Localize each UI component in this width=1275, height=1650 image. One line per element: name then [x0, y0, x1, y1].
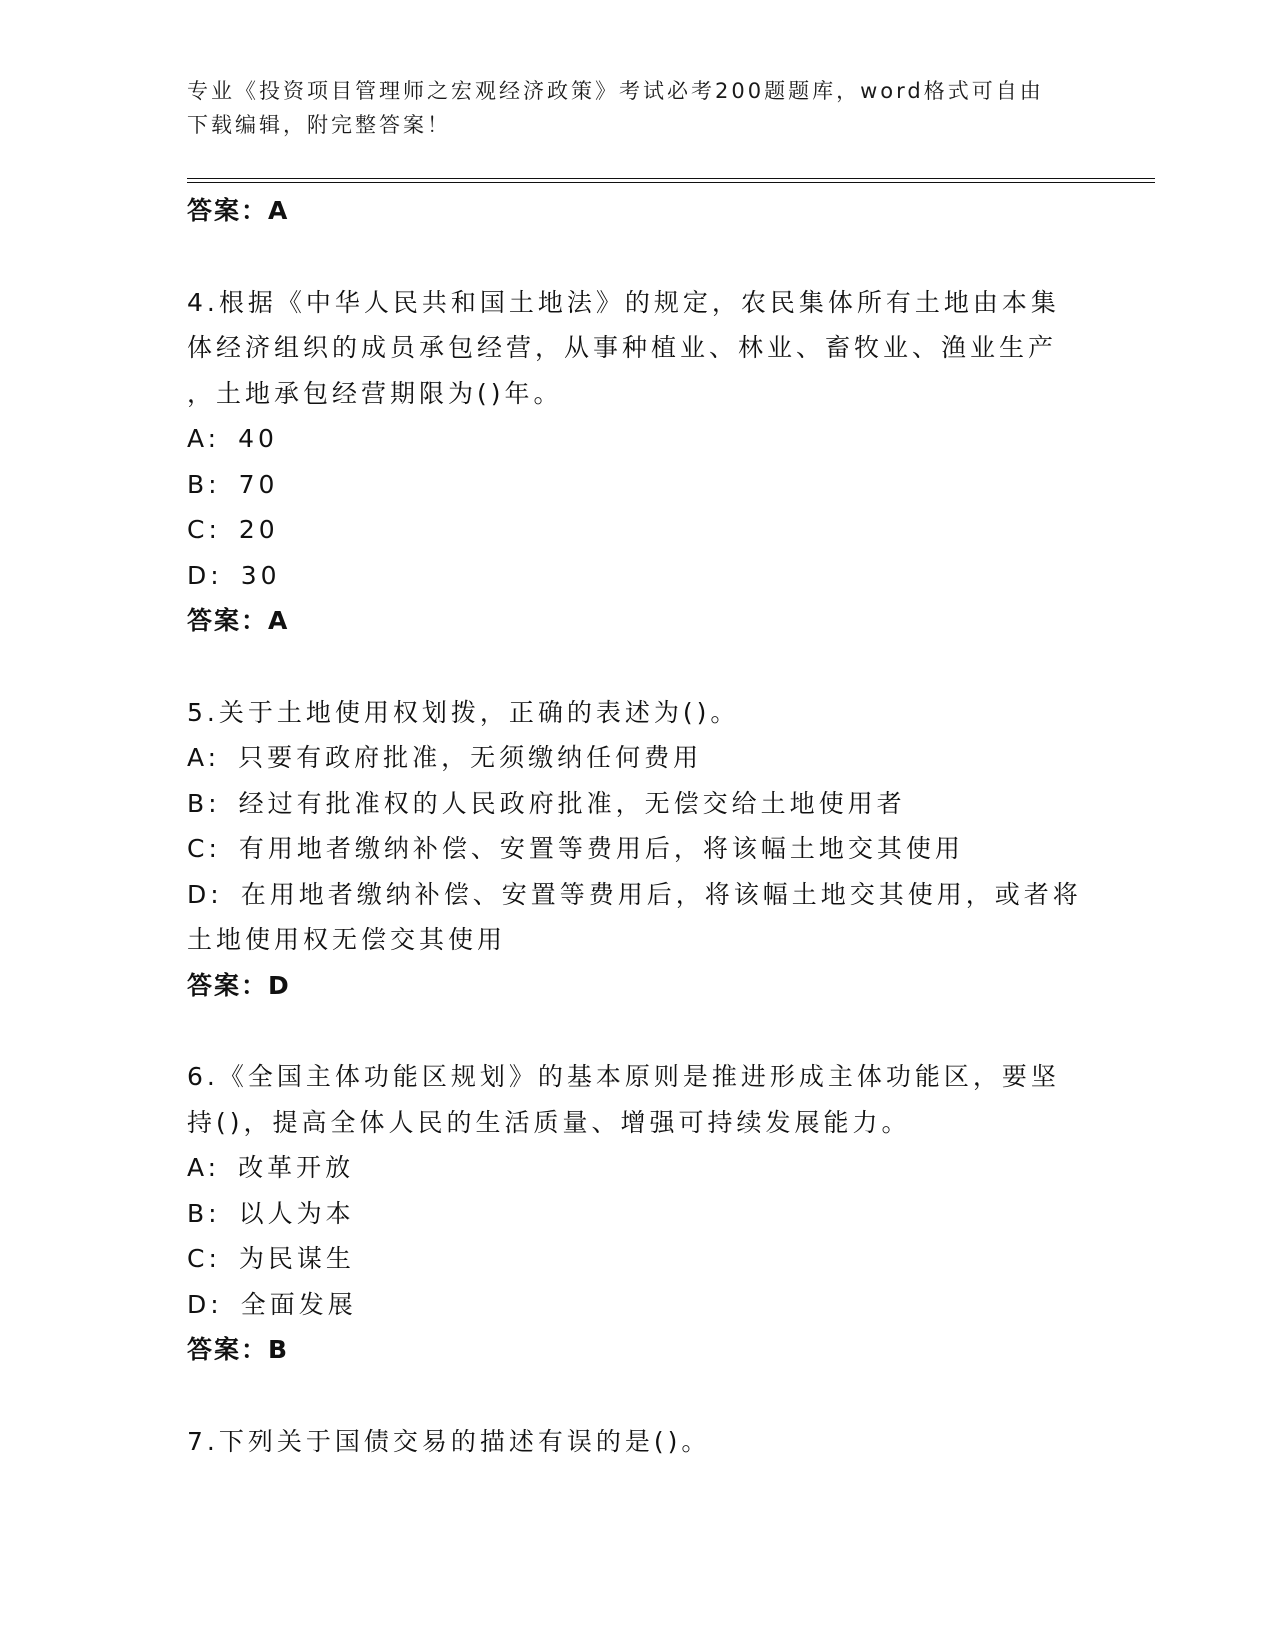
option-d — [187, 872, 1087, 918]
question-stem: 6.《全国主体功能区规划》的基本原则是推进形成主体功能区，要坚 — [187, 1062, 1060, 1091]
question-stem: 7.下列关于国债交易的描述有误的是()。 — [187, 1426, 711, 1456]
option-text: 改革开放 — [238, 1153, 355, 1182]
option-text: 在用地者缴纳补偿、安置等费用后，将该幅土地交其使用，或者将 — [240, 879, 1082, 909]
option-a — [187, 1145, 1087, 1191]
option-label: A: — [187, 1153, 221, 1182]
answer: 答案：B — [187, 1335, 290, 1364]
option-b — [187, 462, 1087, 508]
answer-prev: 答案：A — [187, 196, 290, 225]
option-label: C: — [187, 834, 221, 863]
option-b — [187, 1191, 1087, 1237]
question-7 — [187, 1419, 1087, 1465]
option-label: C: — [187, 515, 221, 544]
answer: 答案：D — [187, 970, 291, 1000]
option-label: A: — [187, 424, 221, 453]
option-text: 全面发展 — [240, 1289, 357, 1319]
option-label: C: — [187, 1244, 221, 1273]
option-text: 20 — [238, 515, 279, 544]
option-c — [187, 507, 1087, 553]
header-divider — [187, 178, 1155, 183]
question-5 — [187, 690, 1087, 1009]
option-c — [187, 826, 1087, 872]
option-label: B: — [187, 1198, 221, 1228]
question-list — [187, 188, 1087, 1464]
question-stem: 4.根据《中华人民共和国土地法》的规定，农民集体所有土地由本集 — [187, 287, 1060, 317]
spacer — [187, 1008, 1087, 1054]
option-text: 70 — [238, 469, 279, 499]
answer: 答案：A — [187, 606, 290, 635]
header-line-1: 专业《投资项目管理师之宏观经济政策》考试必考200题题库，word格式可自由 — [187, 79, 1044, 103]
option-label: B: — [187, 469, 221, 499]
question-stem: 体经济组织的成员承包经营，从事种植业、林业、畜牧业、渔业生产 — [187, 333, 1058, 362]
option-text: 40 — [238, 424, 278, 453]
header-line-2: 下载编辑，附完整答案！ — [187, 113, 451, 137]
option-a — [187, 416, 1087, 462]
option-label: D: — [187, 879, 223, 909]
question-stem: 持()，提高全体人民的生活质量、增强可持续发展能力。 — [187, 1107, 911, 1137]
question-4 — [187, 280, 1087, 644]
document-header — [187, 74, 1067, 142]
option-text: 经过有批准权的人民政府批准，无偿交给土地使用者 — [238, 788, 906, 818]
spacer — [187, 234, 1087, 280]
option-text: 有用地者缴纳补偿、安置等费用后，将该幅土地交其使用 — [238, 834, 964, 863]
option-label: D: — [187, 560, 223, 590]
spacer — [187, 1373, 1087, 1419]
question-stem: 5.关于土地使用权划拨，正确的表述为()。 — [187, 697, 740, 727]
option-label: B: — [187, 788, 221, 818]
option-d — [187, 553, 1087, 599]
question-stem: ，土地承包经营期限为()年。 — [187, 378, 563, 408]
option-c — [187, 1236, 1087, 1282]
option-d — [187, 1282, 1087, 1328]
option-label: D: — [187, 1289, 223, 1319]
option-text: 为民谋生 — [238, 1244, 355, 1273]
spacer — [187, 644, 1087, 690]
option-d-continuation: 土地使用权无偿交其使用 — [187, 925, 507, 954]
option-a — [187, 735, 1087, 781]
question-6 — [187, 1054, 1087, 1373]
option-text: 只要有政府批准，无须缴纳任何费用 — [238, 743, 703, 772]
option-text: 30 — [240, 560, 281, 590]
option-text: 以人为本 — [238, 1198, 355, 1228]
option-b — [187, 781, 1087, 827]
option-label: A: — [187, 743, 221, 772]
